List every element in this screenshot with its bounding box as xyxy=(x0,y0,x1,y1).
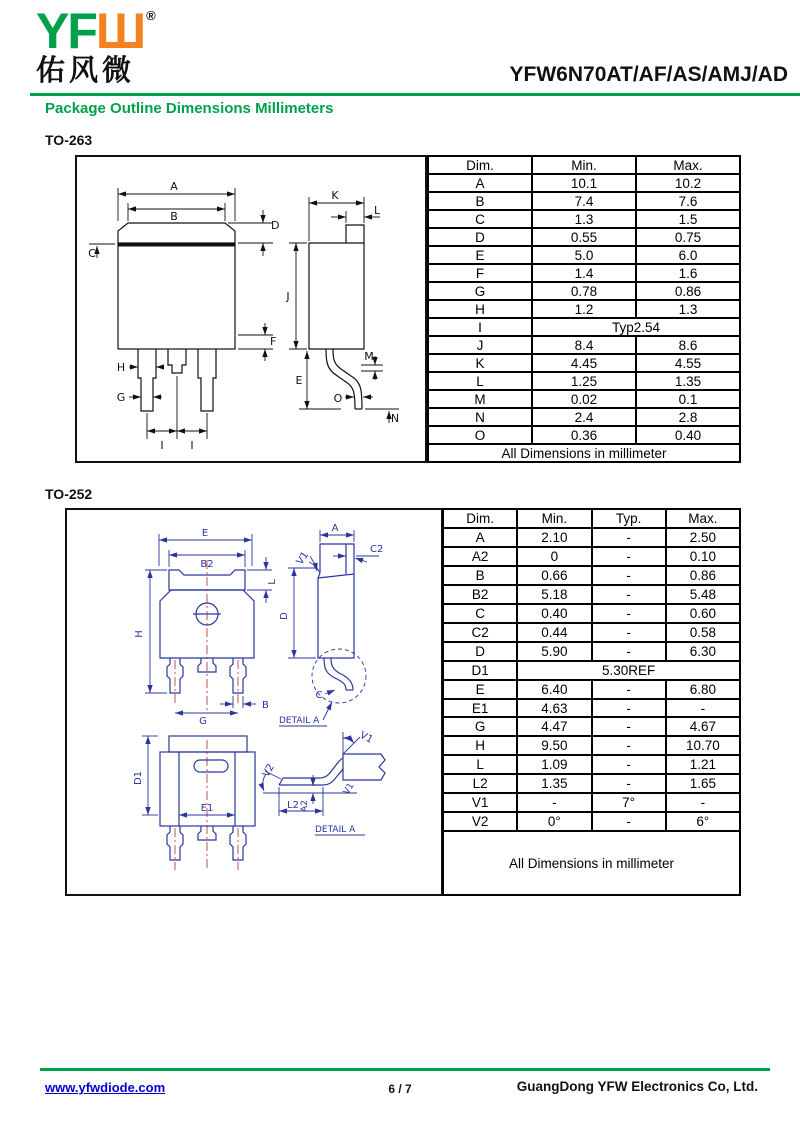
table-cell: V1 xyxy=(443,793,517,812)
table-cell: 9.50 xyxy=(517,736,591,755)
footer-rule xyxy=(40,1068,770,1071)
table-cell: 0.02 xyxy=(532,390,636,408)
to263-dim-label-D: D xyxy=(271,219,280,232)
section-label-to252: TO-252 xyxy=(45,486,93,502)
table-cell: - xyxy=(592,642,666,661)
table-row xyxy=(443,812,740,831)
table-cell: 5.18 xyxy=(517,585,591,604)
to252-drawing-box xyxy=(65,508,443,896)
table-cell: D1 xyxy=(443,661,517,680)
table-cell: - xyxy=(592,623,666,642)
table-cell: 0.36 xyxy=(532,426,636,444)
table-cell: 6.30 xyxy=(666,642,740,661)
table-cell: A2 xyxy=(443,547,517,566)
table-cell: 6.80 xyxy=(666,680,740,699)
table-cell: 0.40 xyxy=(517,604,591,623)
table-cell: 4.47 xyxy=(517,717,591,736)
table-cell: C xyxy=(428,210,532,228)
to252-detail-label-V1b: V1 xyxy=(341,781,357,797)
table-header-cell: Max. xyxy=(666,509,740,528)
table-cell: - xyxy=(592,774,666,793)
table-cell: 1.25 xyxy=(532,372,636,390)
to263-dim-label-J: J xyxy=(286,290,290,303)
table-cell: - xyxy=(666,699,740,718)
table-cell: 0.1 xyxy=(636,390,740,408)
table-row xyxy=(443,623,740,642)
table-cell: 0.10 xyxy=(666,547,740,566)
table-cell: 10.70 xyxy=(666,736,740,755)
table-cell: E1 xyxy=(443,699,517,718)
logo-yf-text: YF xyxy=(36,3,96,59)
table-cell: 4.45 xyxy=(532,354,636,372)
table-row xyxy=(428,282,740,300)
to252-outline-drawing xyxy=(67,510,441,894)
table-row xyxy=(443,528,740,547)
table-cell: 10.1 xyxy=(532,174,636,192)
table-row xyxy=(443,661,740,680)
table-cell: 7.4 xyxy=(532,192,636,210)
table-cell: V2 xyxy=(443,812,517,831)
table-row xyxy=(428,354,740,372)
table-row xyxy=(443,793,740,812)
table-cell: - xyxy=(592,604,666,623)
table-cell: 0.86 xyxy=(666,566,740,585)
to252-dim-label-H: H xyxy=(134,630,145,638)
table-cell: O xyxy=(428,426,532,444)
table-cell: N xyxy=(428,408,532,426)
table-cell: 1.6 xyxy=(636,264,740,282)
to252-dim-label-C2: C2 xyxy=(370,544,384,555)
to252-dim-label-B2: B2 xyxy=(200,559,214,570)
to252-detail-label-V2: V2 xyxy=(260,762,277,780)
table-header-cell: Max. xyxy=(636,156,740,174)
table-cell: All Dimensions in millimeter xyxy=(428,444,740,462)
table-row xyxy=(428,246,740,264)
to263-dim-label-N: N xyxy=(390,412,400,425)
table-cell: 2.50 xyxy=(666,528,740,547)
table-row xyxy=(428,408,740,426)
table-header-cell: Dim. xyxy=(443,509,517,528)
table-cell: 10.2 xyxy=(636,174,740,192)
header-logo xyxy=(36,3,156,87)
table-cell: - xyxy=(592,585,666,604)
table-row xyxy=(443,755,740,774)
table-cell: - xyxy=(592,528,666,547)
page-subtitle: Package Outline Dimensions Millimeters xyxy=(45,100,334,117)
table-cell: 1.35 xyxy=(636,372,740,390)
table-cell: D xyxy=(443,642,517,661)
table-cell: 1.3 xyxy=(532,210,636,228)
table-row xyxy=(428,174,740,192)
table-cell: - xyxy=(592,717,666,736)
table-header-cell: Typ. xyxy=(592,509,666,528)
to252-dim-label-D1: D1 xyxy=(133,770,144,786)
to263-dim-label-M: M xyxy=(364,350,374,363)
table-header-cell: Min. xyxy=(517,509,591,528)
to263-dim-label-O: O xyxy=(333,392,343,405)
table-cell: 0.86 xyxy=(636,282,740,300)
table-cell: B xyxy=(428,192,532,210)
table-cell: 0.58 xyxy=(666,623,740,642)
table-cell: A xyxy=(443,528,517,547)
table-cell: 0.66 xyxy=(517,566,591,585)
table-cell: 1.09 xyxy=(517,755,591,774)
to263-dim-label-C: C xyxy=(88,247,96,260)
table-cell: 4.67 xyxy=(666,717,740,736)
table-row xyxy=(443,509,740,528)
table-cell: B2 xyxy=(443,585,517,604)
table-cell: 0.78 xyxy=(532,282,636,300)
table-row xyxy=(428,318,740,336)
table-cell: K xyxy=(428,354,532,372)
table-row xyxy=(428,390,740,408)
table-cell: - xyxy=(592,812,666,831)
to263-dim-label-F: F xyxy=(270,335,277,348)
table-row xyxy=(428,156,740,174)
to252-dim-label-E1: E1 xyxy=(200,803,214,814)
to252-dim-label-B: B xyxy=(262,700,269,711)
table-cell: J xyxy=(428,336,532,354)
table-cell: - xyxy=(592,699,666,718)
table-cell: 0.44 xyxy=(517,623,591,642)
header-rule xyxy=(30,93,800,96)
table-cell: 2.8 xyxy=(636,408,740,426)
table-cell: C xyxy=(443,604,517,623)
to252-dim-label-L: L xyxy=(267,579,278,585)
company-name: GuangDong YFW Electronics Co, Ltd. xyxy=(516,1079,758,1094)
to263-dim-label-I1: I xyxy=(160,439,164,452)
to252-detail-label-L2: L2 xyxy=(287,800,299,811)
table-cell: 7.6 xyxy=(636,192,740,210)
to252-detail-caption: DETAIL A xyxy=(315,825,356,835)
table-cell: 8.4 xyxy=(532,336,636,354)
to252-detail-label-V1: V1 xyxy=(357,729,375,746)
table-cell: - xyxy=(592,547,666,566)
table-row xyxy=(443,736,740,755)
table-row xyxy=(428,372,740,390)
table-cell: F xyxy=(428,264,532,282)
table-row xyxy=(428,264,740,282)
to252-dim-label-G: G xyxy=(199,716,207,727)
table-row xyxy=(428,426,740,444)
table-cell: 0° xyxy=(517,812,591,831)
page-number: 6 / 7 xyxy=(388,1082,412,1096)
to252-dim-label-D: D xyxy=(279,612,290,620)
table-row xyxy=(443,774,740,793)
logo-w-glyph: Ш xyxy=(95,3,145,59)
table-cell: - xyxy=(592,736,666,755)
table-cell: G xyxy=(428,282,532,300)
to263-dim-label-I2: I xyxy=(190,439,194,452)
table-cell: 0.60 xyxy=(666,604,740,623)
to263-dim-label-K: K xyxy=(331,189,339,202)
table-cell: H xyxy=(443,736,517,755)
table-row xyxy=(428,336,740,354)
registered-trademark-icon: ® xyxy=(146,8,156,23)
table-cell: 5.30REF xyxy=(517,661,740,680)
to263-dim-label-B: B xyxy=(170,210,178,223)
table-cell: 6° xyxy=(666,812,740,831)
table-cell: 0.55 xyxy=(532,228,636,246)
table-cell: 1.21 xyxy=(666,755,740,774)
table-row xyxy=(428,210,740,228)
table-cell: 2.4 xyxy=(532,408,636,426)
table-row xyxy=(443,642,740,661)
table-cell: 2.10 xyxy=(517,528,591,547)
to252-detail-label-A2: A2 xyxy=(300,800,310,812)
table-cell: L xyxy=(428,372,532,390)
table-row xyxy=(443,680,740,699)
table-row xyxy=(428,192,740,210)
table-cell: 1.35 xyxy=(517,774,591,793)
table-row xyxy=(443,566,740,585)
section-label-to263: TO-263 xyxy=(45,132,93,148)
part-number-title: YFW6N70AT/AF/AS/AMJ/AD xyxy=(509,63,788,86)
table-cell: 1.2 xyxy=(532,300,636,318)
table-cell: 1.5 xyxy=(636,210,740,228)
to263-dim-label-G: G xyxy=(116,391,126,404)
table-cell: E xyxy=(428,246,532,264)
table-cell: 1.4 xyxy=(532,264,636,282)
table-row xyxy=(443,585,740,604)
table-row xyxy=(443,547,740,566)
to252-detail-callout: DETAIL A xyxy=(279,716,320,726)
table-header-cell: Min. xyxy=(532,156,636,174)
table-cell: M xyxy=(428,390,532,408)
to263-dimensions-table xyxy=(427,155,741,463)
table-cell: 6.0 xyxy=(636,246,740,264)
table-cell: 5.0 xyxy=(532,246,636,264)
table-cell: A xyxy=(428,174,532,192)
table-cell: 0.40 xyxy=(636,426,740,444)
table-cell: - xyxy=(517,793,591,812)
table-row xyxy=(428,444,740,462)
table-cell: D xyxy=(428,228,532,246)
table-cell: 7° xyxy=(592,793,666,812)
to252-dim-label-V1: V1 xyxy=(294,550,312,568)
table-header-cell: Dim. xyxy=(428,156,532,174)
website-link[interactable]: www.yfwdiode.com xyxy=(45,1080,166,1095)
to263-dim-label-E: E xyxy=(295,374,303,387)
table-row xyxy=(443,717,740,736)
table-cell: 1.65 xyxy=(666,774,740,793)
table-cell: E xyxy=(443,680,517,699)
table-cell: - xyxy=(666,793,740,812)
table-cell: - xyxy=(592,755,666,774)
table-row xyxy=(428,228,740,246)
to263-outline-drawing xyxy=(77,157,425,461)
to252-dimensions-table xyxy=(442,508,741,896)
to263-drawing-box xyxy=(75,155,427,463)
table-cell: C2 xyxy=(443,623,517,642)
table-cell: 5.90 xyxy=(517,642,591,661)
table-cell: All Dimensions in millimeter xyxy=(443,831,740,895)
to263-dim-label-A: A xyxy=(170,180,178,193)
table-cell: H xyxy=(428,300,532,318)
table-cell: L xyxy=(443,755,517,774)
table-cell: 0 xyxy=(517,547,591,566)
table-cell: L2 xyxy=(443,774,517,793)
table-row xyxy=(428,300,740,318)
table-cell: 1.3 xyxy=(636,300,740,318)
logo-chinese-text: 佑风微 xyxy=(36,55,136,87)
table-cell: - xyxy=(592,680,666,699)
table-cell: 6.40 xyxy=(517,680,591,699)
table-cell: 0.75 xyxy=(636,228,740,246)
table-cell: 4.63 xyxy=(517,699,591,718)
table-cell: 8.6 xyxy=(636,336,740,354)
table-cell: Typ2.54 xyxy=(532,318,740,336)
table-cell: G xyxy=(443,717,517,736)
table-row xyxy=(443,699,740,718)
to263-dim-label-H: H xyxy=(116,361,126,374)
table-row xyxy=(443,604,740,623)
table-row xyxy=(443,831,740,895)
table-cell: I xyxy=(428,318,532,336)
to252-dim-label-A: A xyxy=(331,523,339,534)
table-cell: B xyxy=(443,566,517,585)
to252-dim-label-E: E xyxy=(201,528,209,539)
table-cell: - xyxy=(592,566,666,585)
to263-dim-label-L: L xyxy=(374,204,381,217)
table-cell: 4.55 xyxy=(636,354,740,372)
table-cell: 5.48 xyxy=(666,585,740,604)
to252-dim-label-C: C xyxy=(315,690,323,701)
